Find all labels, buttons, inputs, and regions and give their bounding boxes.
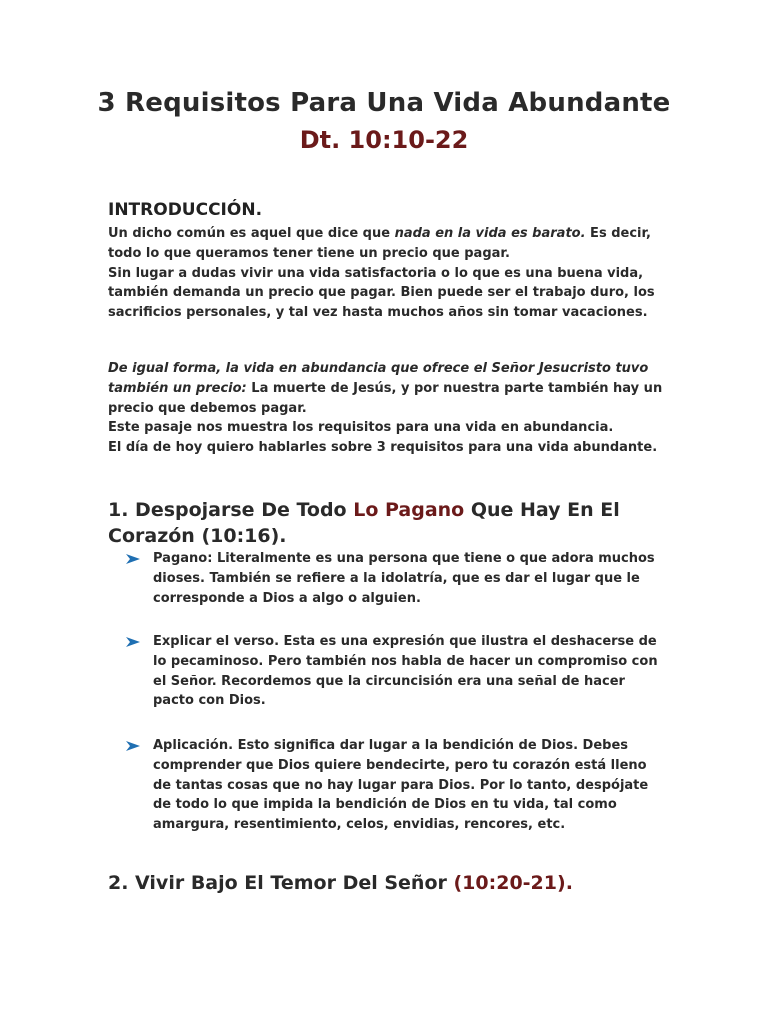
bullet-item <box>126 549 666 608</box>
scripture-reference: Dt. 10:10-22 <box>299 126 469 154</box>
intro-text: El día de hoy quiero hablarles sobre 3 requisitos para una vida abundante. <box>108 440 658 456</box>
arrowhead-bullet-icon <box>126 741 140 751</box>
section-1-suffix: Que Hay En El Corazón (10:16). <box>108 499 620 547</box>
section-1-prefix: 1. Despojarse De Todo <box>108 499 354 521</box>
section-2-heading <box>108 870 678 896</box>
bullet-text: Pagano: Literalmente es una persona que tiene o que adora muchos dioses. También se refiere a la idolatría, que es dar el lugar que le corresponde a Dios a algo o alguien. <box>153 551 655 606</box>
section-2-highlight: (10:20-21) <box>453 872 566 894</box>
bullet-item <box>126 736 666 835</box>
arrowhead-bullet-icon <box>126 637 140 647</box>
bullet-item <box>126 632 666 711</box>
intro-text: Sin lugar a dudas vivir una vida satisfactoria o lo que es una buena vida, también demanda un precio que pagar. Bien puede ser el trabajo duro, los sacrificios personales, y tal vez hasta muchos años sin tomar vacaciones. <box>108 265 655 321</box>
section-1-heading <box>108 497 678 549</box>
arrowhead-bullet-icon <box>126 554 140 564</box>
intro-italic-saying: nada en la vida es barato. <box>394 226 586 241</box>
section-2-prefix: 2. Vivir Bajo El Temor Del Señor <box>108 872 454 894</box>
intro-text: La muerte de Jesús, y por nuestra parte también hay un precio que debemos pagar. <box>108 380 663 416</box>
intro-paragraph-1 <box>108 224 668 323</box>
bullet-text: Explicar el verso. Esta es una expresión que ilustra el deshacerse de lo pecaminoso. Pero también nos habla de hacer un compromiso con el Señor. Recordemos que la circuncisión era una señal de hacer pacto con Dios. <box>153 634 658 709</box>
intro-text: Es decir, todo lo que queramos tener tiene un precio que pagar. <box>108 226 651 261</box>
intro-text: Este pasaje nos muestra los requisitos para una vida en abundancia. <box>108 420 614 436</box>
intro-text: Un dicho común es aquel que dice que <box>108 226 395 241</box>
intro-paragraph-2 <box>108 359 668 458</box>
section-2-suffix: . <box>565 872 573 894</box>
section-1-highlight: Lo Pagano <box>353 499 465 521</box>
document-title: 3 Requisitos Para Una Vida Abundante <box>97 88 671 118</box>
intro-italic-statement: De igual forma, la vida en abundancia que ofrece el Señor Jesucristo tuvo también un precio: <box>108 361 649 396</box>
bullet-text: Aplicación. Esto significa dar lugar a la bendición de Dios. Debes comprender que Dios quiere bendecirte, pero tu corazón está lleno de tantas cosas que no hay lugar para Dios. Por lo tanto, despójate de todo lo que impida la bendición de Dios en tu vida, tal como amargura, resentimiento, celos, envidias, rencores, etc. <box>153 738 649 833</box>
intro-heading: INTRODUCCIÓN. <box>108 200 263 220</box>
